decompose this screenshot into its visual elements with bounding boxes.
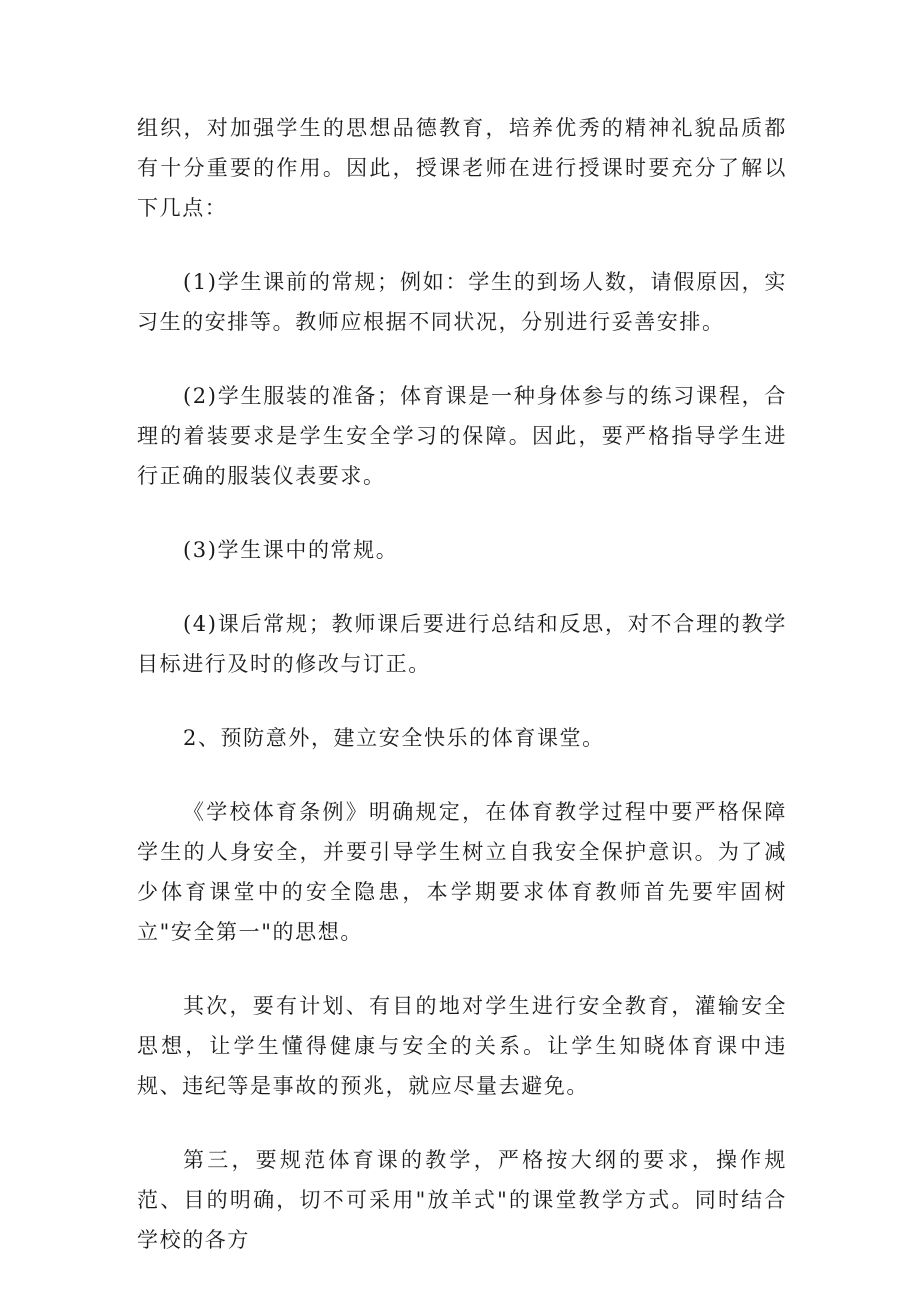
section-heading-2: 2、预防意外，建立安全快乐的体育课堂。 xyxy=(183,726,605,750)
paragraph-third-point: 第三，要规范体育课的教学，严格按大纲的要求，操作规范、目的明确，切不可采用"放羊式"的课堂教学方式。同时结合学校的各方 xyxy=(137,1148,787,1252)
paragraph-regulation: 《学校体育条例》明确规定，在体育教学过程中要严格保障学生的人身安全，并要引导学生树立自我安全保护意识。为了减少体育课堂中的安全隐患，本学期要求体育教师首先要牢固树立"安全第一"的思想。 xyxy=(137,800,787,944)
paragraph-item-3: (3)学生课中的常规。 xyxy=(183,538,399,562)
paragraph-item-4: (4)课后常规；教师课后要进行总结和反思，对不合理的教学目标进行及时的修改与订正。 xyxy=(137,612,787,676)
paragraph-second-point: 其次，要有计划、有目的地对学生进行安全教育，灌输安全思想，让学生懂得健康与安全的关系。让学生知晓体育课中违规、违纪等是事故的预兆，就应尽量去避免。 xyxy=(137,994,787,1098)
paragraph-item-1: (1)学生课前的常规；例如：学生的到场人数，请假原因，实习生的安排等。教师应根据不同状况，分别进行妥善安排。 xyxy=(137,270,787,334)
document-body xyxy=(137,108,787,1260)
paragraph-item-2: (2)学生服装的准备；体育课是一种身体参与的练习课程，合理的着装要求是学生安全学习的保障。因此，要严格指导学生进行正确的服装仪表要求。 xyxy=(137,384,787,488)
paragraph-intro-continuation: 组织，对加强学生的思想品德教育，培养优秀的精神礼貌品质都有十分重要的作用。因此，授课老师在进行授课时要充分了解以下几点： xyxy=(137,116,787,220)
